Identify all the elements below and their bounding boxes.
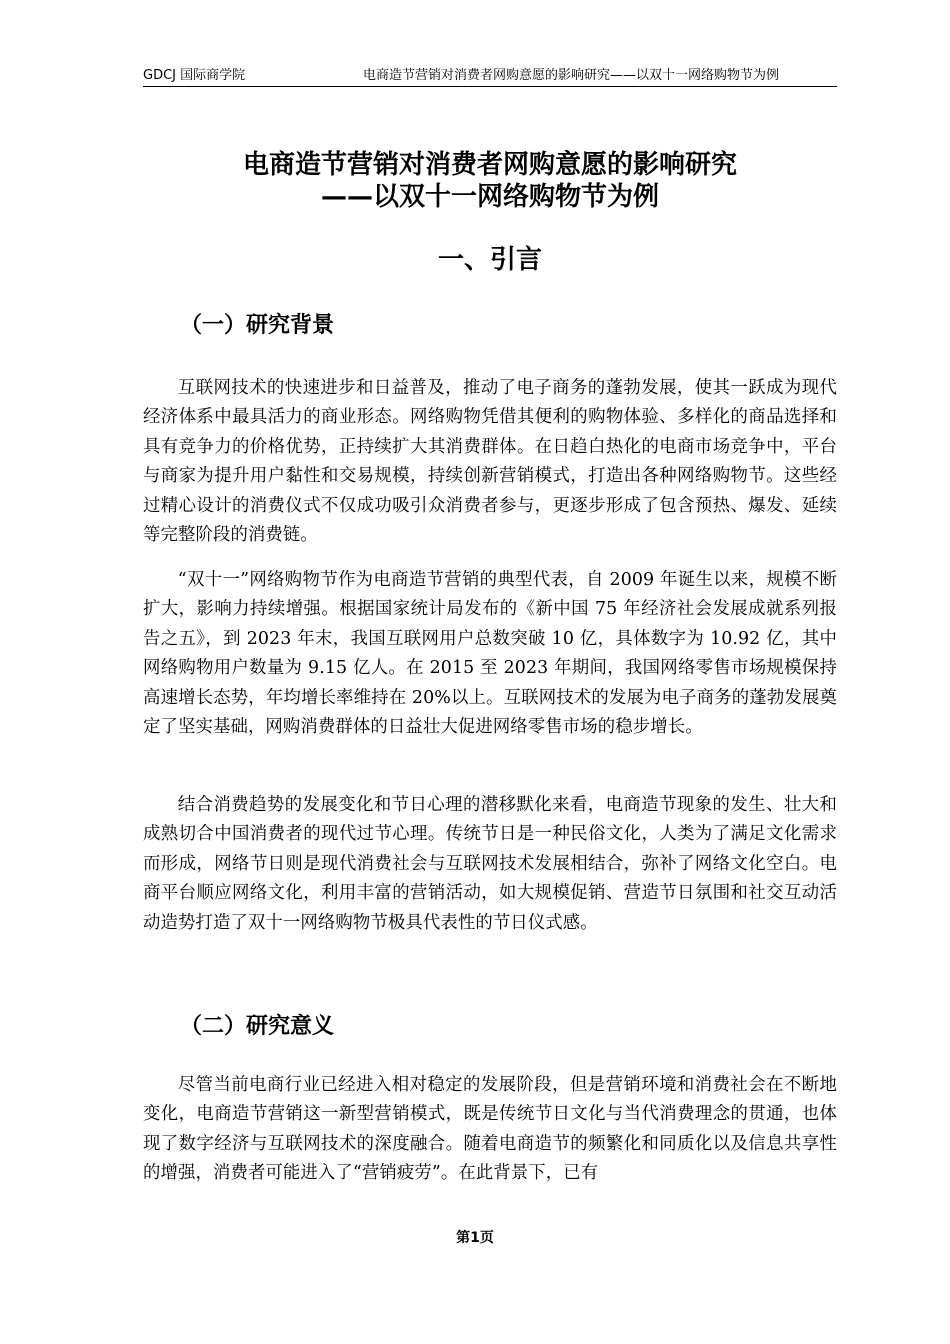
document-title-line1: 电商造节营销对消费者网购意愿的影响研究 [242,150,737,180]
subsection-heading-background: （一）研究背景 [180,313,335,338]
header-running-title: 电商造节营销对消费者网购意愿的影响研究——以双十一网络购物节为例 [362,68,779,83]
paragraph-background-2: “双十一”网络购物节作为电商造节营销的典型代表，自 2009 年诞生以来，规模不断扩大，影响力持续增强。根据国家统计局发布的《新中国 75 年经济社会发展成就系列报告之五》，到 2023 年末，我国互联网用户总数突破 10 亿，具体数字为 10.92 亿，其中网络购物用户数量为 9.15 亿人。在 2015 至 2023 年期间，我国网络零售市场规模保持高速增长态势，年均增长率维持在 20%以上。互联网技术的发展为电子商务的蓬勃发展奠定了坚实基础，网购消费群体的日益壮大促进网络零售市场的稳步增长。 [143,570,837,738]
paragraph-background-3: 结合消费趋势的发展变化和节日心理的潜移默化来看，电商造节现象的发生、壮大和成熟切合中国消费者的现代过节心理。传统节日是一种民俗文化，人类为了满足文化需求而形成，网络节日则是现代消费社会与互联网技术发展相结合，弥补了网络文化空白。电商平台顺应网络文化，利用丰富的营销活动，如大规模促销、营造节日氛围和社交互动活动造势打造了双十一网络购物节极具代表性的节日仪式感。 [143,795,837,933]
page-number: 第1页 [456,1230,494,1246]
document-title-line2: ——以双十一网络购物节为例 [320,182,659,212]
paragraph-background-1: 互联网技术的快速进步和日益普及，推动了电子商务的蓬勃发展，使其一跃成为现代经济体系中最具活力的商业形态。网络购物凭借其便利的购物体验、多样化的商品选择和具有竞争力的价格优势，正持续扩大其消费群体。在日趋白热化的电商市场竞争中，平台与商家为提升用户黏性和交易规模，持续创新营销模式，打造出各种网络购物节。这些经过精心设计的消费仪式不仅成功吸引众消费者参与，更逐步形成了包含预热、爆发、延续等完整阶段的消费链。 [143,378,837,546]
paragraph-significance-1: 尽管当前电商行业已经进入相对稳定的发展阶段，但是营销环境和消费社会在不断地变化，电商造节营销这一新型营销模式，既是传统节日文化与当代消费理念的贯通，也体现了数字经济与互联网技术的深度融合。随着电商造节的频繁化和同质化以及信息共享性的增强，消费者可能进入了“营销疲劳”。在此背景下，已有 [143,1075,837,1184]
subsection-heading-significance: （二）研究意义 [180,1014,335,1039]
header-school: GDCJ 国际商学院 [143,68,246,83]
running-header [143,66,837,87]
section-heading-introduction: 一、引言 [437,245,542,275]
